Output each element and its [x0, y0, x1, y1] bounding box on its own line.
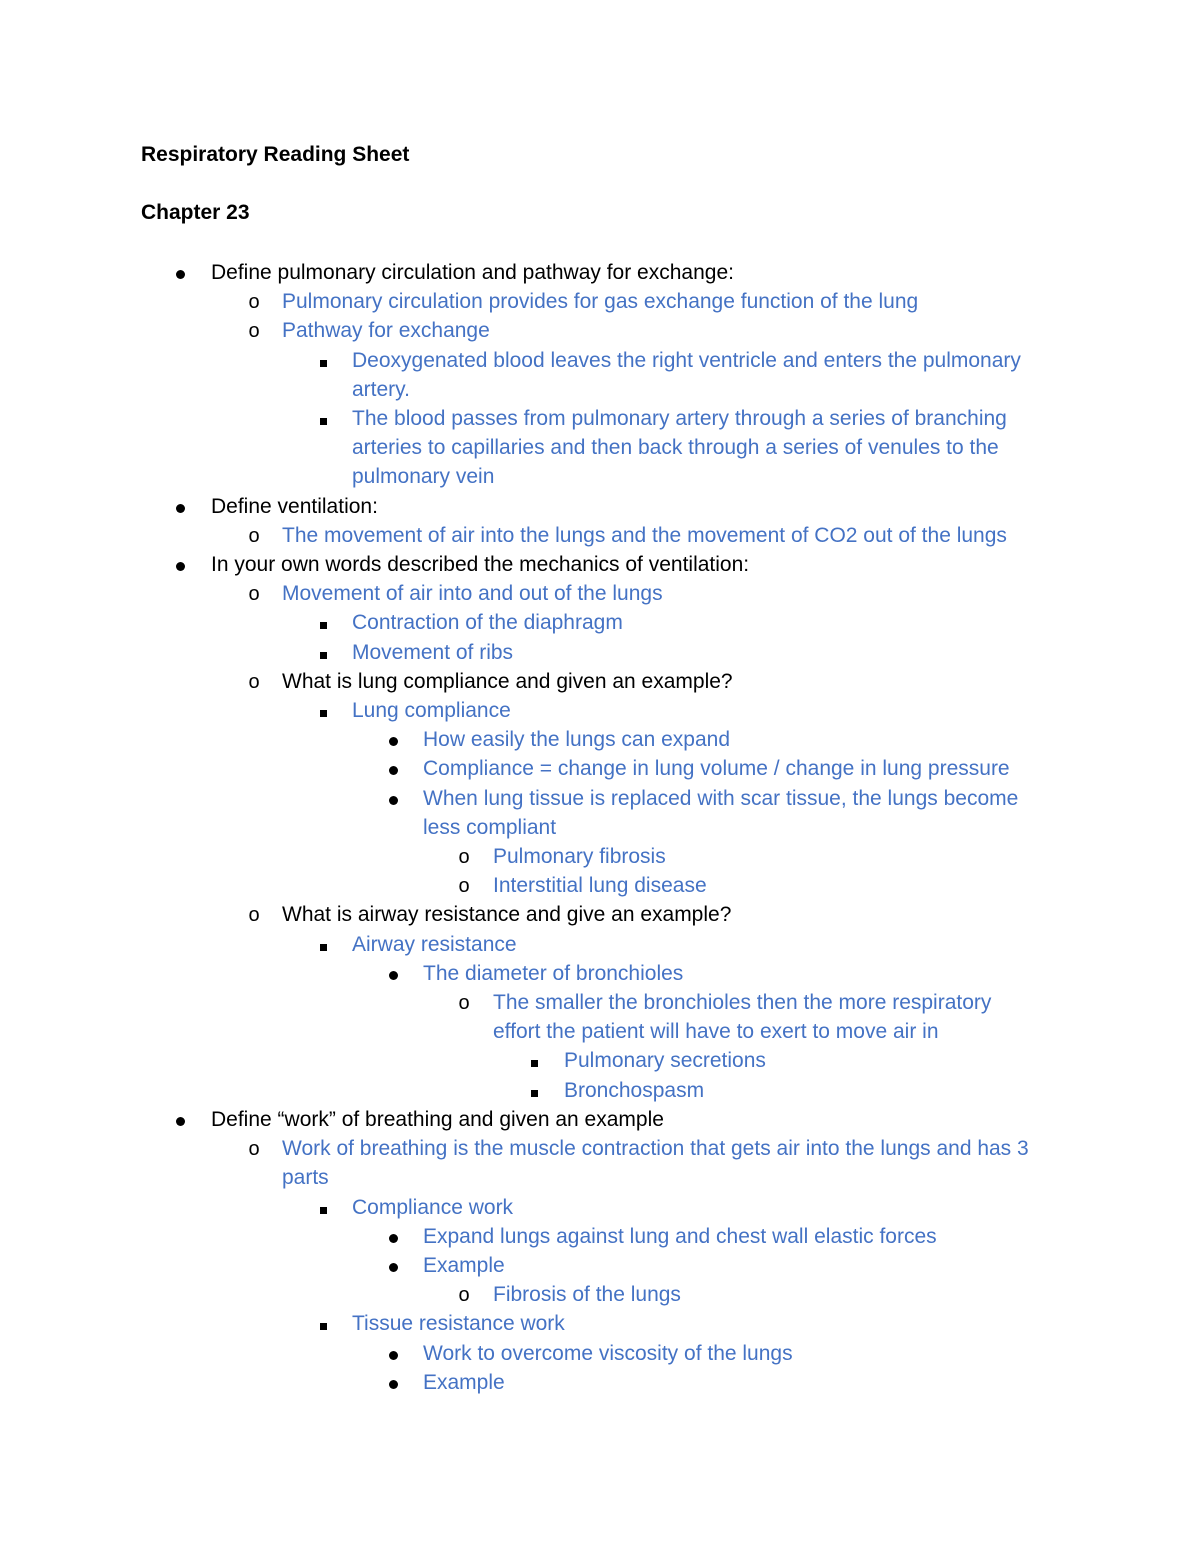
- bullet-square-icon: [313, 346, 333, 375]
- answer-text: Compliance = change in lung volume / change in lung pressure: [423, 757, 1010, 781]
- list-item: [0, 1193, 1200, 1222]
- answer-text: Pathway for exchange: [282, 319, 490, 343]
- list-item: [0, 287, 1200, 316]
- bullet-disc-icon: [170, 550, 190, 579]
- bullet-disc-icon: [383, 754, 403, 783]
- answer-text: Compliance work: [352, 1195, 514, 1219]
- bullet-square-icon: [524, 1046, 544, 1075]
- bullet-square-icon: [313, 1309, 333, 1338]
- list-item: [0, 784, 1200, 842]
- answer-text: Expand lungs against lung and chest wall elastic forces: [423, 1224, 937, 1248]
- bullet-disc-icon: [383, 1222, 403, 1251]
- list-item: [0, 1222, 1200, 1251]
- bullet-circle-icon: o: [248, 670, 260, 693]
- answer-text: Interstitial lung disease: [493, 874, 707, 898]
- bullet-square-icon: [313, 608, 333, 637]
- list-item: [0, 258, 1200, 287]
- bullet-circle-icon: o: [458, 992, 470, 1015]
- bullet-circle-icon: o: [248, 320, 260, 343]
- bullet-circle-icon: o: [248, 291, 260, 314]
- answer-text: Movement of air into and out of the lungs: [282, 582, 663, 606]
- list-item: [0, 667, 1200, 696]
- answer-text: The diameter of bronchioles: [423, 961, 684, 985]
- list-item: [0, 638, 1200, 667]
- list-item: [0, 404, 1200, 492]
- list-item: [0, 900, 1200, 929]
- answer-text: Pulmonary fibrosis: [493, 845, 666, 869]
- bullet-square-icon: [313, 1193, 333, 1222]
- bullet-circle-icon: o: [248, 524, 260, 547]
- list-item: [0, 1251, 1200, 1280]
- bullet-circle-icon: o: [248, 1138, 260, 1161]
- question-text: In your own words described the mechanics of ventilation:: [211, 553, 750, 577]
- list-item: [0, 316, 1200, 345]
- answer-text: The smaller the bronchioles then the more respiratory effort the patient will have to exert to move air in: [493, 991, 992, 1044]
- list-item: [0, 725, 1200, 754]
- list-item: [0, 1309, 1200, 1338]
- list-item: [0, 1339, 1200, 1368]
- answer-text: Airway resistance: [352, 932, 517, 956]
- bullet-disc-icon: [383, 725, 403, 754]
- list-item: [0, 959, 1200, 988]
- document-title: Respiratory Reading Sheet: [141, 143, 410, 166]
- bullet-disc-icon: [170, 492, 190, 521]
- list-item: [0, 1105, 1200, 1134]
- list-item: [0, 550, 1200, 579]
- bullet-square-icon: [313, 638, 333, 667]
- list-item: [0, 1134, 1200, 1192]
- list-item: [0, 579, 1200, 608]
- list-item: [0, 521, 1200, 550]
- answer-text: The blood passes from pulmonary artery through a series of branching arteries to capillaries and then back through a series of venules to the pulmonary vein: [352, 407, 1007, 489]
- list-item: [0, 608, 1200, 637]
- bullet-square-icon: [313, 404, 333, 433]
- question-text: Define pulmonary circulation and pathway for exchange:: [211, 261, 734, 284]
- answer-text: How easily the lungs can expand: [423, 728, 731, 752]
- list-item: [0, 871, 1200, 900]
- answer-text: Pulmonary circulation provides for gas exchange function of the lung: [282, 290, 919, 314]
- answer-text: The movement of air into the lungs and the movement of CO2 out of the lungs: [282, 523, 1007, 547]
- list-item: [0, 492, 1200, 521]
- list-item: [0, 930, 1200, 959]
- answer-text: Pulmonary secretions: [564, 1049, 766, 1073]
- answer-text: Work to overcome viscosity of the lungs: [423, 1341, 793, 1365]
- bullet-disc-icon: [170, 258, 190, 287]
- question-text: What is airway resistance and give an example?: [282, 903, 732, 927]
- chapter-heading: Chapter 23: [141, 201, 250, 224]
- bullet-disc-icon: [383, 1251, 403, 1280]
- list-item: [0, 346, 1200, 404]
- list-item: [0, 696, 1200, 725]
- question-text: Define “work” of breathing and given an example: [211, 1107, 664, 1131]
- answer-text: Bronchospasm: [564, 1078, 705, 1102]
- bullet-circle-icon: o: [458, 846, 470, 869]
- bullet-circle-icon: o: [248, 583, 260, 606]
- bullet-circle-icon: o: [248, 904, 260, 927]
- bullet-circle-icon: o: [458, 1284, 470, 1307]
- answer-text: Movement of ribs: [352, 640, 514, 664]
- answer-text: When lung tissue is replaced with scar tissue, the lungs become less compliant: [423, 786, 1019, 839]
- bullet-disc-icon: [383, 784, 403, 813]
- list-item: [0, 1046, 1200, 1075]
- bullet-square-icon: [524, 1076, 544, 1105]
- answer-text: Tissue resistance work: [352, 1312, 565, 1336]
- question-text: What is lung compliance and given an example?: [282, 669, 733, 693]
- bullet-disc-icon: [383, 1368, 403, 1397]
- bullet-square-icon: [313, 696, 333, 725]
- bullet-square-icon: [313, 930, 333, 959]
- answer-text: Work of breathing is the muscle contraction that gets air into the lungs and has 3 parts: [282, 1137, 1029, 1190]
- list-item: [0, 842, 1200, 871]
- answer-text: Fibrosis of the lungs: [493, 1283, 681, 1307]
- list-item: [0, 988, 1200, 1046]
- bullet-circle-icon: o: [458, 875, 470, 898]
- answer-text: Example: [423, 1253, 505, 1277]
- answer-text: Lung compliance: [352, 699, 511, 723]
- answer-text: Example: [423, 1370, 505, 1394]
- outline-list: [0, 258, 1200, 1397]
- bullet-disc-icon: [383, 1339, 403, 1368]
- question-text: Define ventilation:: [211, 494, 378, 518]
- answer-text: Deoxygenated blood leaves the right ventricle and enters the pulmonary artery.: [352, 348, 1021, 401]
- list-item: [0, 754, 1200, 783]
- list-item: [0, 1368, 1200, 1397]
- list-item: [0, 1076, 1200, 1105]
- list-item: [0, 1280, 1200, 1309]
- answer-text: Contraction of the diaphragm: [352, 611, 623, 635]
- bullet-disc-icon: [383, 959, 403, 988]
- bullet-disc-icon: [170, 1105, 190, 1134]
